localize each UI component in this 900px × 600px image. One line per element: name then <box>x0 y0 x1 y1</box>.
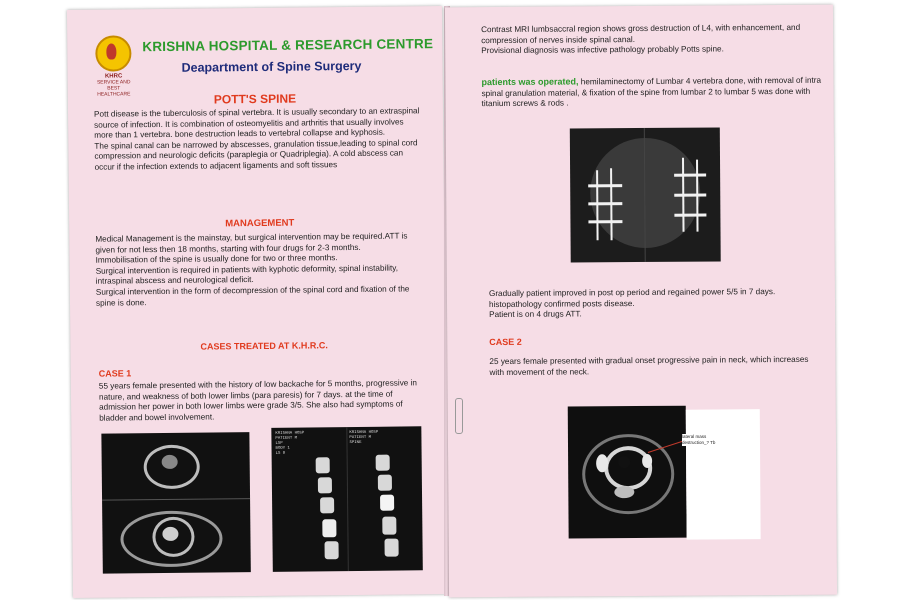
left-page <box>67 6 448 598</box>
outcome-text <box>489 287 819 321</box>
management-paragraph-4: Surgical intervention in the form of decompression of the spinal cord and fixation of the spine is done. <box>95 284 410 308</box>
postop-xray-icon <box>570 127 721 262</box>
mri-findings <box>481 23 821 57</box>
axial-mri-scan-icon <box>101 432 250 574</box>
intro-paragraph-1: Pott disease is the tuberculosis of spinal vertebra. It is usually secondary to an extraspinal source of infection. It is combination of osteomyelitis and arthritis that usually involves more than 1 vertebra. bone destruction leads to vertebral collapse and kyphosis. <box>93 106 420 140</box>
management-text <box>95 231 426 309</box>
case2-title: CASE 2 <box>489 336 522 348</box>
hospital-logo-icon <box>95 35 131 71</box>
case1-title: CASE 1 <box>98 368 132 379</box>
staple-mark <box>455 398 463 434</box>
mri-paragraph: Contrast MRI lumbsaccral region shows gross destruction of L4, with enhancement, and compression of nerves inside spinal canal. <box>481 22 801 45</box>
logo-caption: KHRC SERVICE AND BEST HEALTHCARE <box>96 73 131 98</box>
ct-annotation-panel <box>686 409 761 540</box>
section-title-potts-spine: POTT'S SPINE <box>213 91 297 107</box>
operation-text <box>481 75 821 110</box>
intro-text <box>94 106 425 173</box>
hospital-name: KRISHNA HOSPITAL & RESEARCH CENTRE <box>142 36 434 55</box>
management-paragraph-1: Medical Management is the mainstay, but surgical intervention may be required.ATT is given for not less then 18 months, starting with four drugs for 2-3 months. <box>95 231 408 255</box>
operated-label: patients was operated, <box>481 76 579 88</box>
operated-description: hemilaminectomy of Lumbar 4 vertebra done, with removal of intra spinal granulation material, & fixation of the spine from lumbar 2 to lumbar 5 was done with titanium screws & rods . <box>481 75 822 109</box>
ct-annotation-label: lateral mass destruction_? Tb <box>682 434 734 446</box>
outcome-line-2: histopathology confirmed posts disease. <box>488 298 635 309</box>
management-paragraph-3: Surgical intervention is required in patients with kyphotic deformity, spinal instability, intraspinal abscess and neurological deficit. <box>95 263 399 287</box>
diagnosis-text: Provisional diagnosis was infective pathology probably Potts spine. <box>481 44 724 56</box>
management-paragraph-2: Immobilisation of the spine is usually done for two or three months. <box>95 253 338 265</box>
ct-scan-icon <box>568 406 687 539</box>
case2-text: 25 years female presented with gradual onset progressive pain in neck, which increases with movement of the neck. <box>489 354 809 377</box>
outcome-line-3: Patient is on 4 drugs ATT. <box>489 309 582 320</box>
intro-paragraph-2: The spinal canal can be narrowed by abscesses, granulation tissue,leading to spinal cord compression and neurologic deficits (paraplegia or Quadriplegia). A cold abscess can occur if the infection extends to adjacent ligaments and soft tissues <box>94 138 418 172</box>
cases-title: CASES TREATED AT K.H.R.C. <box>200 340 328 352</box>
case1-text: 55 years female presented with the history of low backache for 5 months, progressive in nature, and weakness of both lower limbs (para paresis) for 7 days. at the time of admission her power in both lower limbs were grade 3/5. She also had symptoms of bladder and bowel involvement. <box>98 378 418 423</box>
management-title: MANAGEMENT <box>225 217 295 230</box>
right-page <box>445 5 837 598</box>
outcome-line-1: Gradually patient improved in post op period and regained power 5/5 in 7 days. <box>488 287 776 299</box>
sagittal-mri-scan-icon: KRISHNA HOSP PATIENT M LSP BODY 1 LS 8 KRISHNA HOSP PATIENT M SPINE <box>271 426 422 572</box>
department-name: Deapartment of Spine Surgery <box>181 58 362 75</box>
